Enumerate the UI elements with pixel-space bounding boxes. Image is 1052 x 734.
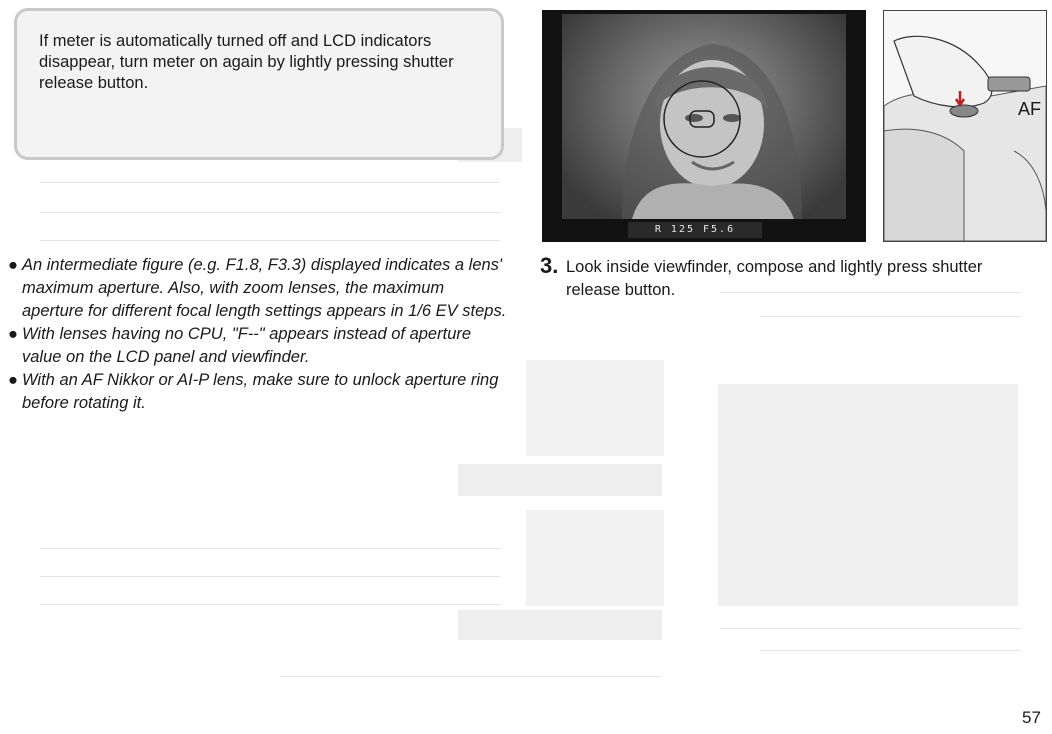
portrait-illustration [562,14,846,219]
portrait-image [562,14,846,219]
aperture-notes-list [8,254,508,415]
list-item: ● With lenses having no CPU, "F--" appears instead of aperture value on the LCD panel and viewfinder. [8,325,472,366]
page-number: 57 [1022,708,1041,727]
step-3 [540,253,1020,302]
step-number: 3. [540,253,559,278]
bullet-icon: ● [8,256,18,274]
camera-shutter-illustration [883,10,1047,242]
meter-note-box [14,8,504,160]
list-item: ● An intermediate figure (e.g. F1.8, F3.3) displayed indicates a lens' maximum aperture. Also, with zoom lenses, the maximum aperture for different focal length settings appears in 1/6 EV steps. [8,256,507,320]
step-instruction: Look inside viewfinder, compose and lightly press shutter release button. [566,258,983,299]
af-label: AF [1018,99,1042,119]
viewfinder-readout: R 125 F5.6 [628,222,762,238]
camera-hand-drawing [884,11,1046,241]
list-item: ● With an AF Nikkor or AI-P lens, make sure to unlock aperture ring before rotating it. [8,371,499,412]
meter-note-text: If meter is automatically turned off and LCD indicators disappear, turn meter on again by lightly pressing shutter release button. [39,32,454,92]
viewfinder-photo [542,10,866,242]
bullet-icon: ● [8,371,18,389]
bullet-icon: ● [8,325,18,343]
